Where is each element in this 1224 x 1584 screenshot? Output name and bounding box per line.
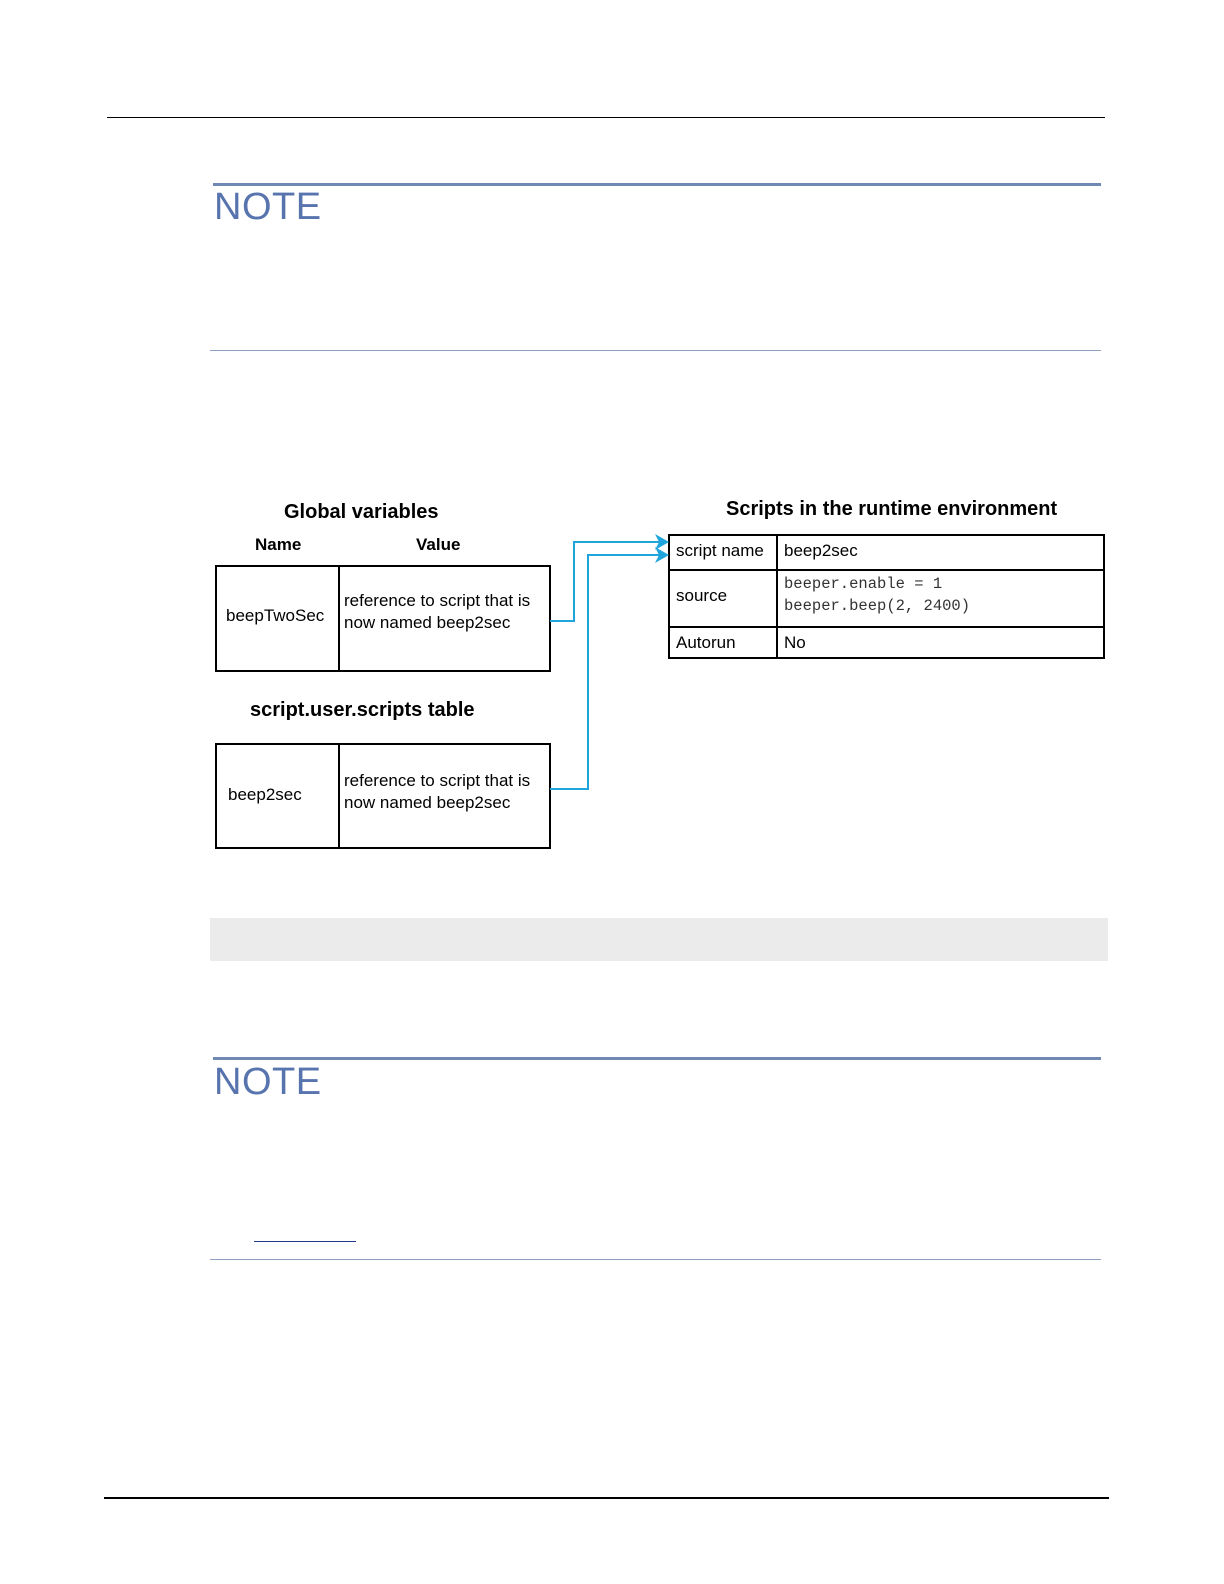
global-variable-name: beepTwoSec <box>226 606 325 625</box>
runtime-script-autorun-label: Autorun <box>676 633 736 652</box>
note-2-bottom-rule <box>210 1259 1101 1260</box>
runtime-script-name-value: beep2sec <box>784 541 858 560</box>
arrow-heads <box>655 534 669 563</box>
user-scripts-table-title: script.user.scripts table <box>250 699 475 721</box>
global-variables-value-header: Value <box>416 535 461 554</box>
runtime-scripts-title: Scripts in the runtime environment <box>726 498 1058 520</box>
note-1-title: NOTE <box>214 186 322 228</box>
runtime-script-source-label: source <box>676 586 728 605</box>
user-script-value-line-1: reference to script that is <box>344 771 531 790</box>
runtime-script-source-line-1: beeper.enable = 1 <box>784 575 943 593</box>
runtime-script-name-label: script name <box>676 541 764 560</box>
reference-arrows <box>550 542 660 789</box>
note-2-title: NOTE <box>214 1061 322 1103</box>
global-variable-value-line-1: reference to script that is <box>344 591 531 610</box>
note-2-top-rule <box>213 1057 1101 1060</box>
runtime-script-autorun-value: No <box>784 633 806 652</box>
note-2-link-underline[interactable] <box>254 1241 356 1242</box>
global-variables-name-header: Name <box>255 535 302 554</box>
code-block-bar <box>210 918 1108 961</box>
user-script-name: beep2sec <box>228 785 302 804</box>
global-variables-title: Global variables <box>284 501 439 523</box>
arrow-from-user-scripts <box>550 555 660 789</box>
arrow-from-global-variable <box>550 542 660 621</box>
runtime-script-source-line-2: beeper.beep(2, 2400) <box>784 597 971 615</box>
global-variable-value-line-2: now named beep2sec <box>344 613 511 632</box>
user-script-value-line-2: now named beep2sec <box>344 793 511 812</box>
